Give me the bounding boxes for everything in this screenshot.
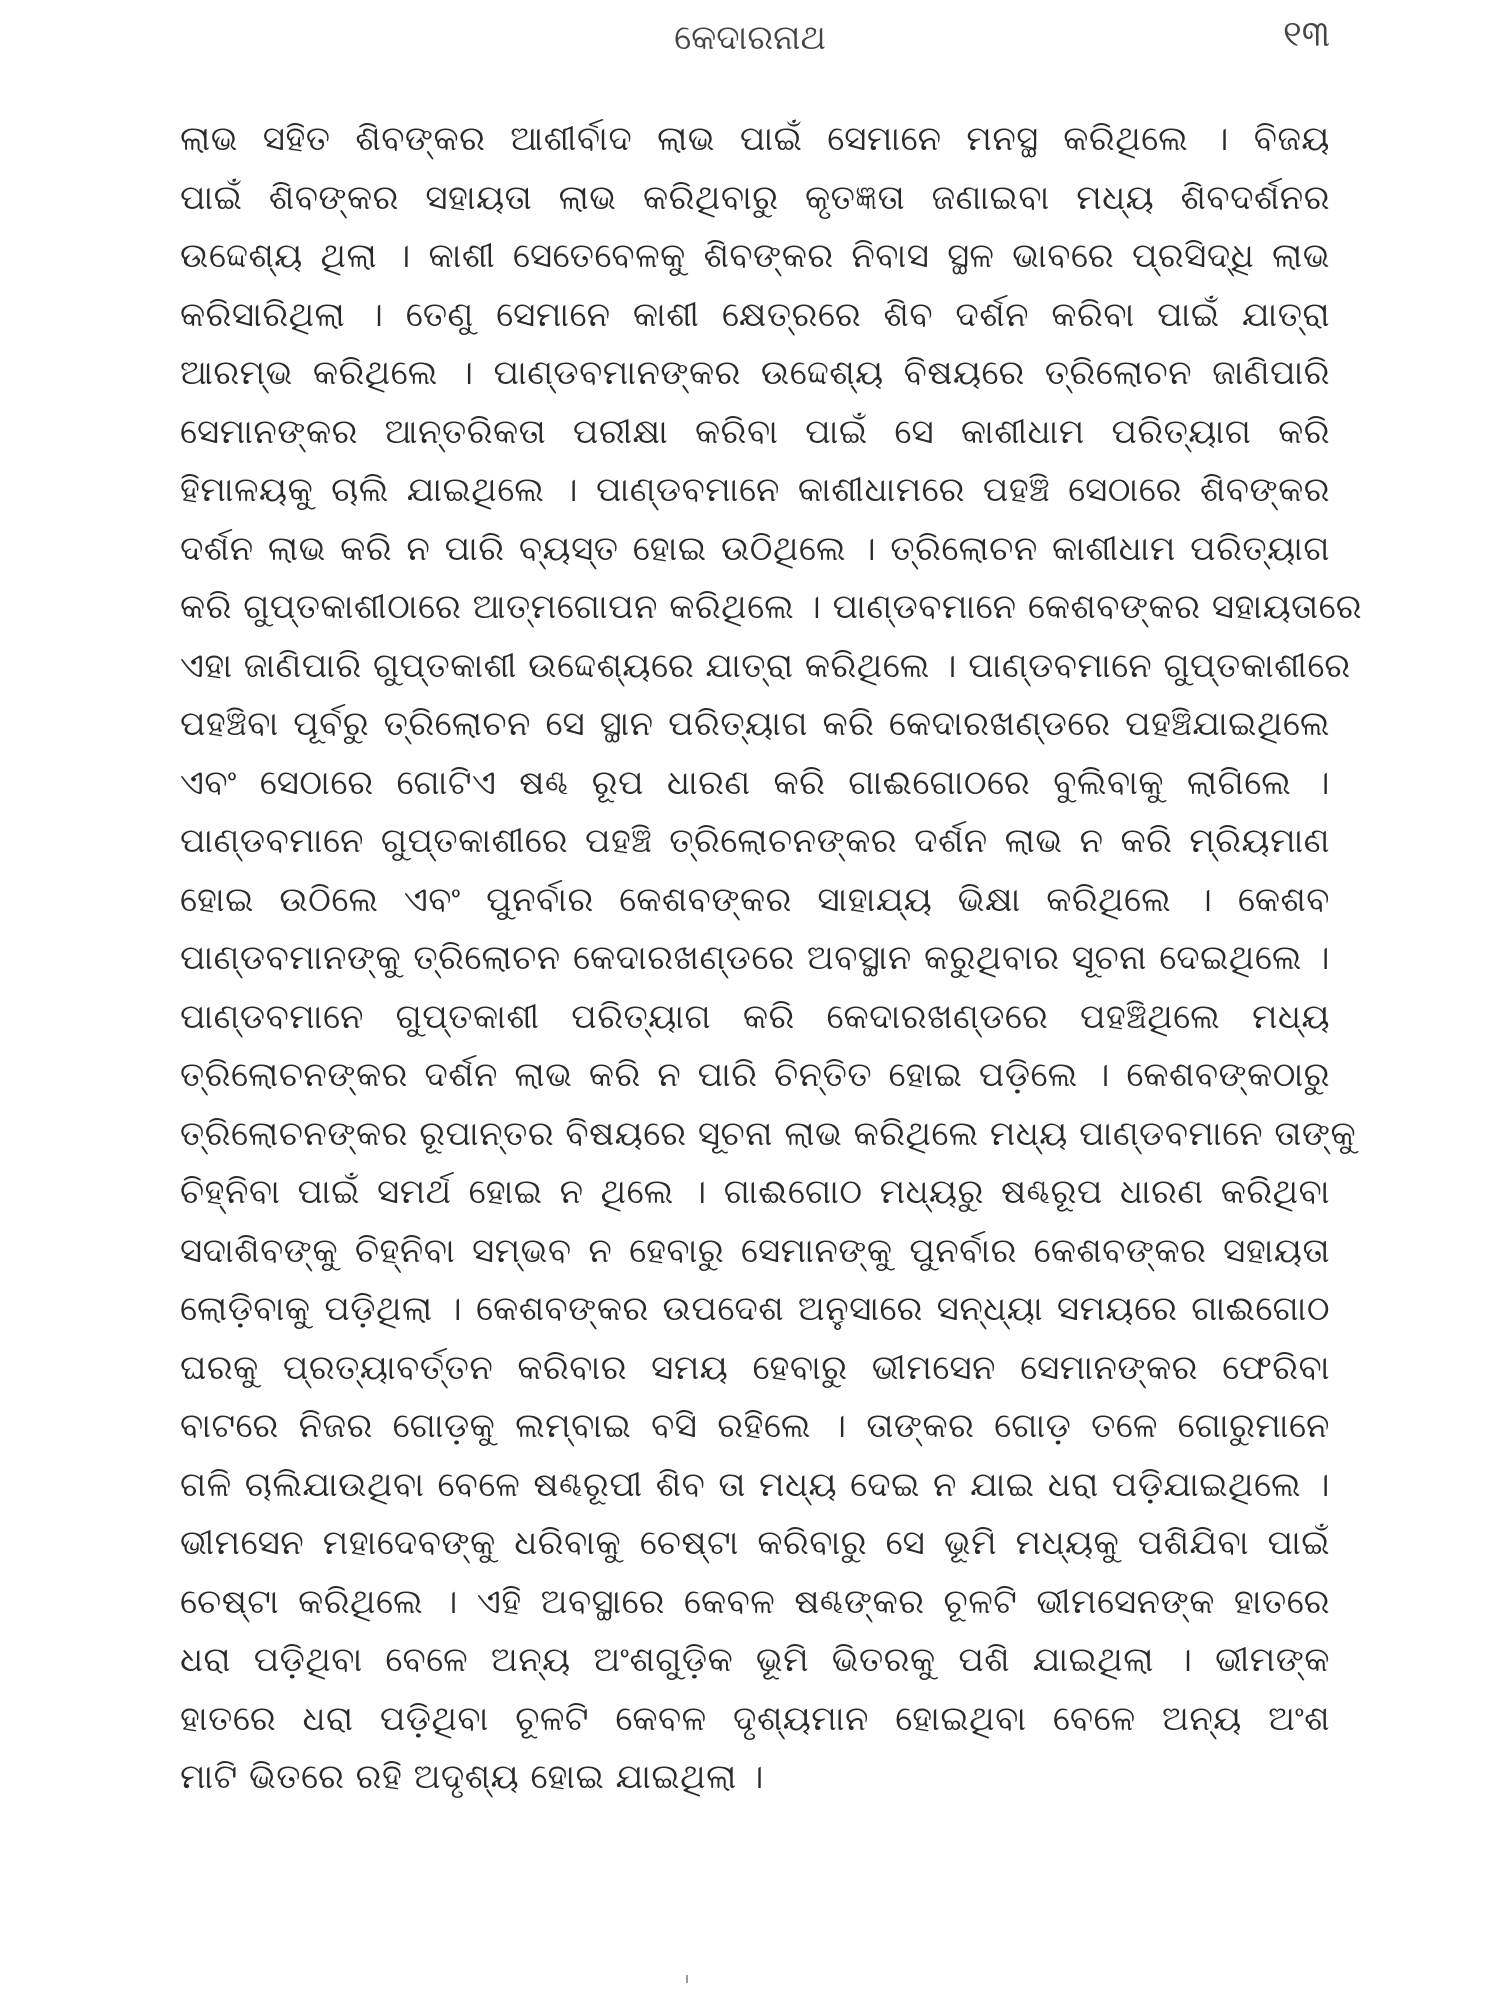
text-line: ପହଞ୍ଚିବା ପୂର୍ବରୁ ତ୍ରିଲୋଚନ ସେ ସ୍ଥାନ ପରିତ୍ୟାଗ କରି କେଦାରଖଣ୍ଡରେ ପହଞ୍ଚିଯାଇଥିଲେ	[180, 704, 1330, 744]
print-mark	[686, 1975, 688, 1983]
text-line: ଏହା ଜାଣିପାରି ଗୁପ୍ତକାଶୀ ଉଦ୍ଦେଶ୍ୟରେ ଯାତ୍ରା କରିଥିଲେ । ପାଣ୍ଡବମାନେ ଗୁପ୍ତକାଶୀରେ	[180, 645, 1351, 686]
text-line: ଧରା ପଡ଼ିଥିବା ବେଳେ ଅନ୍ୟ ଅଂଶଗୁଡ଼ିକ ଭୂମି ଭିତରକୁ ପଶି ଯାଇଥିଲା । ଭୀମଙ୍କ	[180, 1640, 1330, 1680]
text-line: ପାଣ୍ଡବମାନଙ୍କୁ ତ୍ରିଲୋଚନ କେଦାରଖଣ୍ଡରେ ଅବସ୍ଥାନ କରୁଥିବାର ସୂଚନା ଦେଇଥିଲେ ।	[180, 938, 1330, 978]
text-line: ଘରକୁ ପ୍ରତ୍ୟାବର୍ତ୍ତନ କରିବାର ସମୟ ହେବାରୁ ଭୀମସେନ ସେମାନଙ୍କର ଫେରିବା	[180, 1347, 1330, 1388]
text-line: ଚିହ୍ନିବା ପାଇଁ ସମର୍ଥ ହୋଇ ନ ଥିଲେ । ଗାଈଗୋଠ ମଧ୍ୟରୁ ଷଣ୍ଢରୂପ ଧାରଣ କରିଥିବା	[180, 1172, 1330, 1212]
text-line: ସଦାଶିବଙ୍କୁ ଚିହ୍ନିବା ସମ୍ଭବ ନ ହେବାରୁ ସେମାନଙ୍କୁ ପୁନର୍ବାର କେଶବଙ୍କର ସହାୟତା	[180, 1230, 1330, 1271]
text-line: ତ୍ରିଲୋଚନଙ୍କର ଦର୍ଶନ ଲାଭ କରି ନ ପାରି ଚିନ୍ତିତ ହୋଇ ପଡ଼ିଲେ । କେଶବଙ୍କଠାରୁ	[180, 1055, 1330, 1095]
text-line: ଗଳି ଚାଲିଯାଉଥିବା ବେଳେ ଷଣ୍ଢରୂପୀ ଶିବ ତା ମଧ୍ୟ ଦେଇ ନ ଯାଇ ଧରା ପଡ଼ିଯାଇଥିଲେ ।	[180, 1464, 1330, 1505]
text-line: ପାଇଁ ଶିବଙ୍କର ସହାୟତା ଲାଭ କରିଥିବାରୁ କୃତଜ୍ଞତା ଜଣାଇବା ମଧ୍ୟ ଶିବଦର୍ଶନର	[180, 177, 1330, 218]
text-line: ହିମାଳୟକୁ ଚାଲି ଯାଇଥିଲେ । ପାଣ୍ଡବମାନେ କାଶୀଧାମରେ ପହଞ୍ଚି ସେଠାରେ ଶିବଙ୍କର	[180, 470, 1330, 510]
text-line-last: ମାଟି ଭିତରେ ରହି ଅଦୃଶ୍ୟ ହୋଇ ଯାଇଥିଲା ।	[180, 1757, 764, 1797]
page-number: ୧୩	[1282, 14, 1330, 55]
text-line: ଏବଂ ସେଠାରେ ଗୋଟିଏ ଷଣ୍ଢ ରୂପ ଧାରଣ କରି ଗାଈଗୋଠରେ ବୁଲିବାକୁ ଲାଗିଲେ ।	[180, 762, 1330, 803]
text-line: ପାଣ୍ଡବମାନେ ଗୁପ୍ତକାଶୀରେ ପହଞ୍ଚି ତ୍ରିଲୋଚନଙ୍କର ଦର୍ଶନ ଲାଭ ନ କରି ମ୍ରିୟମାଣ	[180, 821, 1330, 861]
text-line: ଲାଭ ସହିତ ଶିବଙ୍କର ଆଶୀର୍ବାଦ ଲାଭ ପାଇଁ ସେମାନେ ମନସ୍ଥ କରିଥିଲେ । ବିଜୟ	[180, 119, 1330, 159]
text-line: କରି ଗୁପ୍ତକାଶୀଠାରେ ଆତ୍ମଗୋପନ କରିଥିଲେ । ପାଣ୍ଡବମାନେ କେଶବଙ୍କର ସହାୟତାରେ	[180, 587, 1362, 627]
text-line: ଲୋଡ଼ିବାକୁ ପଡ଼ିଥିଲା । କେଶବଙ୍କର ଉପଦେଶ ଅନୁସାରେ ସନ୍ଧ୍ୟା ସମୟରେ ଗାଈଗୋଠ	[180, 1289, 1330, 1329]
text-line: ଭୀମସେନ ମହାଦେବଙ୍କୁ ଧରିବାକୁ ଚେଷ୍ଟା କରିବାରୁ ସେ ଭୂମି ମଧ୍ୟକୁ ପଶିଯିବା ପାଇଁ	[180, 1523, 1330, 1563]
text-line: ଦର୍ଶନ ଲାଭ କରି ନ ପାରି ବ୍ୟସ୍ତ ହୋଇ ଉଠିଥିଲେ । ତ୍ରିଲୋଚନ କାଶୀଧାମ ପରିତ୍ୟାଗ	[180, 528, 1330, 569]
text-line: ବାଟରେ ନିଜର ଗୋଡ଼କୁ ଲମ୍ବାଇ ବସି ରହିଲେ । ତାଙ୍କର ଗୋଡ଼ ତଳେ ଗୋରୁମାନେ	[180, 1406, 1330, 1446]
body-text	[180, 110, 1362, 1807]
text-line: ତ୍ରିଲୋଚନଙ୍କର ରୂପାନ୍ତର ବିଷୟରେ ସୂଚନା ଲାଭ କରିଥିଲେ ମଧ୍ୟ ପାଣ୍ଡବମାନେ ତାଙ୍କୁ	[180, 1113, 1357, 1154]
text-line: ସେମାନଙ୍କର ଆନ୍ତରିକତା ପରୀକ୍ଷା କରିବା ପାଇଁ ସେ କାଶୀଧାମ ପରିତ୍ୟାଗ କରି	[180, 411, 1330, 452]
text-line: ଉଦ୍ଦେଶ୍ୟ ଥିଲା । କାଶୀ ସେତେବେଳକୁ ଶିବଙ୍କର ନିବାସ ସ୍ଥଳ ଭାବରେ ପ୍ରସିଦ୍ଧି ଲାଭ	[180, 236, 1330, 276]
text-line: ଆରମ୍ଭ କରିଥିଲେ । ପାଣ୍ଡବମାନଙ୍କର ଉଦ୍ଦେଶ୍ୟ ବିଷୟରେ ତ୍ରିଲୋଚନ ଜାଣିପାରି	[180, 353, 1330, 393]
text-line: ଚେଷ୍ଟା କରିଥିଲେ । ଏହି ଅବସ୍ଥାରେ କେବଳ ଷଣ୍ଢଙ୍କର ଚୂଳଟି ଭୀମସେନଙ୍କ ହାତରେ	[180, 1581, 1330, 1622]
text-line: ପାଣ୍ଡବମାନେ ଗୁପ୍ତକାଶୀ ପରିତ୍ୟାଗ କରି କେଦାରଖଣ୍ଡରେ ପହଞ୍ଚିଥିଲେ ମଧ୍ୟ	[180, 996, 1330, 1037]
running-title: କେଦାରନାଥ	[674, 18, 826, 58]
text-line: ହୋଇ ଉଠିଲେ ଏବଂ ପୁନର୍ବାର କେଶବଙ୍କର ସାହାଯ୍ୟ ଭିକ୍ଷା କରିଥିଲେ । କେଶବ	[180, 879, 1330, 920]
text-line: ହାତରେ ଧରା ପଡ଼ିଥିବା ଚୂଳଟି କେବଳ ଦୃଶ୍ୟମାନ ହୋଇଥିବା ବେଳେ ଅନ୍ୟ ଅଂଶ	[180, 1698, 1330, 1739]
text-line: କରିସାରିଥିଲା । ତେଣୁ ସେମାନେ କାଶୀ କ୍ଷେତ୍ରରେ ଶିବ ଦର୍ଶନ କରିବା ପାଇଁ ଯାତ୍ରା	[180, 294, 1330, 335]
